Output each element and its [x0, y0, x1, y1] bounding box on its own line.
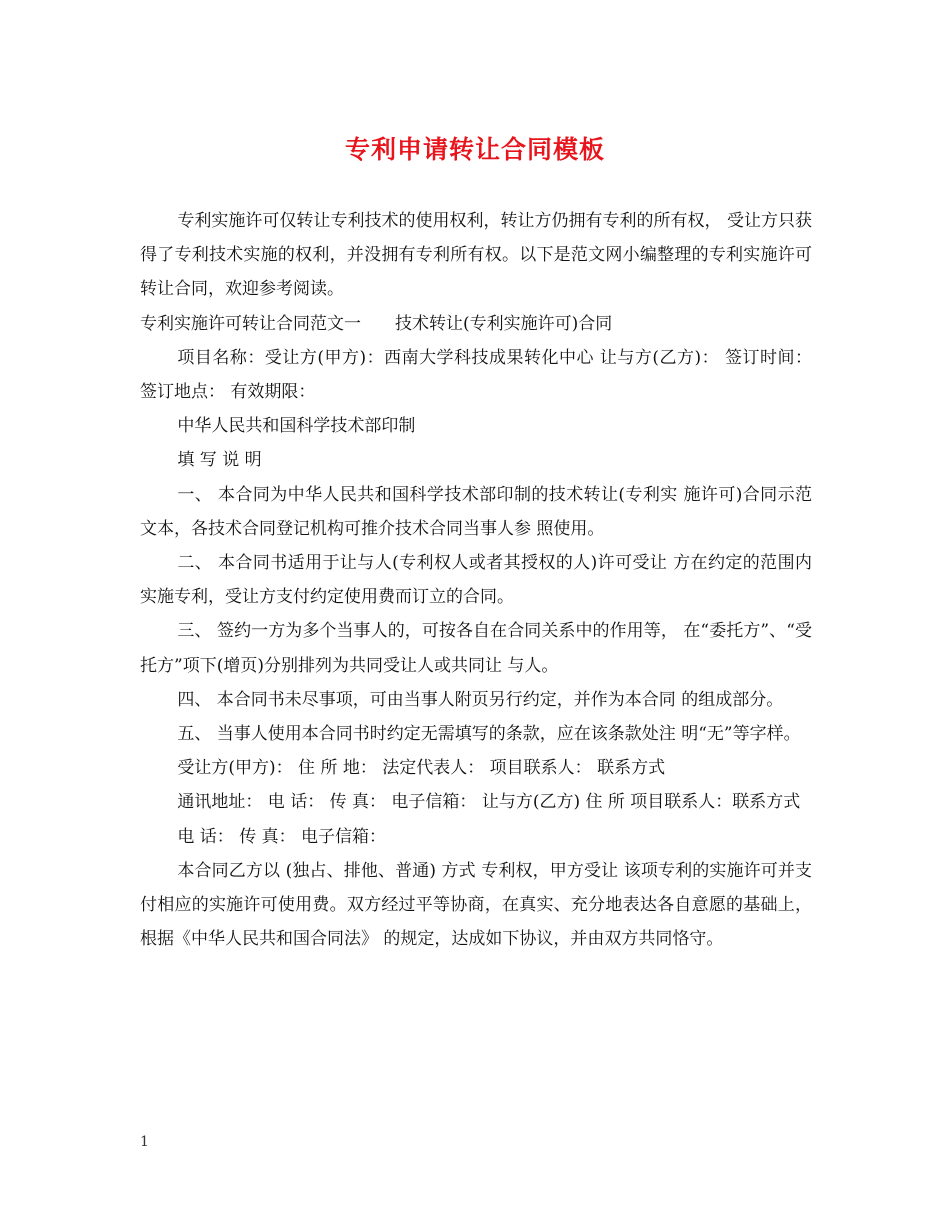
party-b-info: 通讯地址： 电 话： 传 真： 电子信箱： 让与方(乙方) 住 所 项目联系人：联系方式 — [177, 792, 801, 813]
instruction-item-3: 三、 签约一方为多个当事人的，可按各自在合同关系中的作用等， 在“委托方”、“受托方”项下(增页)分别排列为共同受让人或共同让 与人。 — [140, 621, 812, 676]
party-a-info: 受让方(甲方)： 住 所 地： 法定代表人： 项目联系人： 联系方式 — [177, 758, 666, 779]
instruction-item-2: 二、 本合同书适用于让与人(专利权人或者其授权的人)许可受让 方在约定的范围内实施专利，受让方支付约定使用费而订立的合同。 — [140, 553, 812, 608]
contact-info: 电 话： 传 真： 电子信箱： — [177, 826, 387, 847]
document-body — [140, 204, 812, 956]
printer-line: 中华人民共和国科学技术部印制 — [177, 416, 416, 437]
instruction-item-4: 四、 本合同书未尽事项，可由当事人附页另行约定，并作为本合同 的组成部分。 — [177, 689, 784, 710]
project-info-paragraph: 项目名称：受让方(甲方)：西南大学科技成果转化中心 让与方(乙方)： 签订时间： 签订地点： 有效期限： — [140, 347, 812, 403]
page-number: 1 — [140, 1134, 149, 1150]
instructions-heading: 填 写 说 明 — [177, 450, 262, 471]
document-title: 专利申请转让合同模板 — [344, 135, 605, 164]
contract-heading-line: 专利实施许可转让合同范文一 技术转让(专利实施许可)合同 — [140, 313, 613, 334]
instruction-item-5: 五、 当事人使用本合同书时约定无需填写的条款，应在该条款处注 明“无”等字样。 — [177, 724, 801, 745]
intro-paragraph: 专利实施许可仅转让专利技术的使用权利，转让方仍拥有专利的所有权， 受让方只获得了专利技术实施的权利，并没拥有专利所有权。以下是范文网小编整理的专利实施许可转让合同，欢迎参考阅读。 — [140, 211, 812, 300]
agreement-paragraph: 本合同乙方以 (独占、排他、普通) 方式 专利权，甲方受让 该项专利的实施许可并支付相应的实施许可使用费。双方经过平等协商，在真实、充分地表达各自意愿的基础上，根据《中华人民共和国合同法》 的规定，达成如下协议，并由双方共同恪守。 — [140, 860, 812, 950]
instruction-item-1: 一、 本合同为中华人民共和国科学技术部印制的技术转让(专利实 施许可)合同示范文本，各技术合同登记机构可推介技术合同当事人参 照使用。 — [140, 484, 812, 539]
